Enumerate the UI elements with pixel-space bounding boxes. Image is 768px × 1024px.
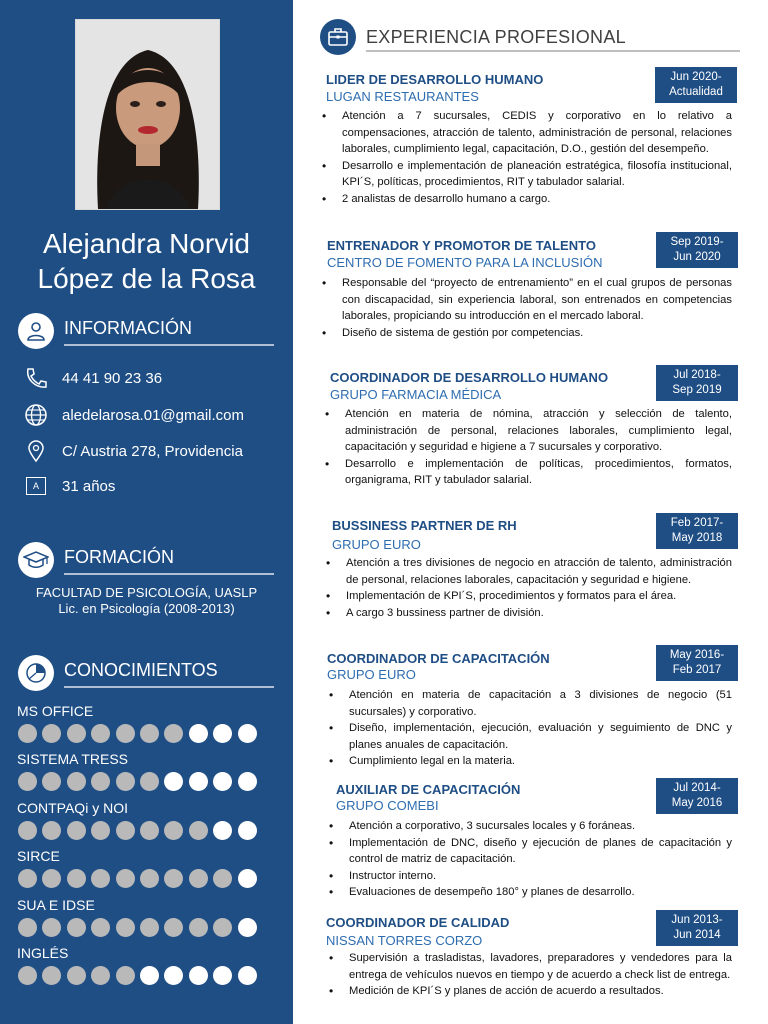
- rating-dot-filled: [164, 724, 183, 743]
- rating-dot-empty: [164, 966, 183, 985]
- rating-dot-filled: [140, 918, 159, 937]
- job-title: COORDINADOR DE CALIDAD: [326, 915, 510, 930]
- rating-dot-empty: [189, 966, 208, 985]
- job-title: COORDINADOR DE DESARROLLO HUMANO: [330, 370, 609, 385]
- skills-section-header: [18, 655, 274, 691]
- rating-dot-filled: [18, 966, 37, 985]
- rating-dot-filled: [91, 966, 110, 985]
- job-title: COORDINADOR DE CAPACITACIÓN: [327, 651, 550, 666]
- job-company: LUGAN RESTAURANTES: [326, 89, 479, 104]
- graduation-cap-icon: [18, 542, 54, 578]
- rating-dot-filled: [140, 869, 159, 888]
- job-date-start: Jul 2014-: [673, 782, 721, 794]
- rating-dot-filled: [91, 724, 110, 743]
- profile-photo: [75, 19, 220, 210]
- job-responsibilities: [325, 818, 732, 901]
- info-title: INFORMACIÓN: [64, 318, 192, 338]
- job-responsibilities: [318, 108, 732, 207]
- skill-name: INGLÉS: [17, 945, 69, 961]
- rating-dot-filled: [213, 869, 232, 888]
- rating-dot-empty: [189, 772, 208, 791]
- skill-rating: [18, 772, 257, 791]
- user-icon: [18, 313, 54, 349]
- rating-dot-filled: [189, 869, 208, 888]
- rating-dot-empty: [213, 821, 232, 840]
- job-company: GRUPO EURO: [332, 537, 421, 552]
- rating-dot-filled: [91, 821, 110, 840]
- responsibility-item: • Medición de KPI´S y planes de acción de acuerdo a resultados.: [325, 983, 732, 1000]
- info-section-header: [18, 313, 274, 349]
- email-address[interactable]: aledelarosa.01@gmail.com: [62, 406, 244, 424]
- divider: [366, 50, 740, 52]
- job-date-badge: [656, 778, 738, 814]
- rating-dot-empty: [140, 966, 159, 985]
- job-date-badge: [656, 232, 738, 268]
- job-company: GRUPO COMEBI: [336, 798, 439, 813]
- responsibility-item: • Diseño, implementación, ejecución, evaluación y seguimiento de DNC y planes anuales de capacitación.: [325, 720, 732, 753]
- first-name: Alejandra Norvid: [43, 228, 250, 259]
- job-date-start: May 2016-: [669, 649, 725, 661]
- rating-dot-empty: [213, 772, 232, 791]
- rating-dot-filled: [67, 966, 86, 985]
- rating-dot-filled: [189, 918, 208, 937]
- skill-name: SISTEMA TRESS: [17, 751, 128, 767]
- job-date-end: Jun 2020: [673, 251, 721, 263]
- responsibility-item: • Implementación de DNC, diseño y ejecución de planes de capacitación y control de matriz de capacitación.: [325, 835, 732, 868]
- job-date-badge: [656, 513, 738, 549]
- responsibility-item: • Atención a 7 sucursales, CEDIS y corporativo en lo relativo a compensaciones, atracción de talento, administración de personal, relaciones laborales, cumplimiento legal, capacitación, D.O., gestión del desempeño.: [318, 108, 732, 158]
- job-responsibilities: [322, 555, 732, 621]
- rating-dot-empty: [238, 724, 257, 743]
- rating-dot-filled: [140, 821, 159, 840]
- education-title: FORMACIÓN: [64, 547, 174, 567]
- job-responsibilities: [321, 406, 732, 489]
- phone-number[interactable]: 44 41 90 23 36: [62, 369, 163, 387]
- job-date-end: Actualidad: [669, 86, 723, 98]
- skills-title: CONOCIMIENTOS: [64, 660, 218, 680]
- responsibility-item: • Desarrollo e implementación de políticas, procedimientos, formatos, organigrama, RIT y tabulador salarial.: [321, 456, 732, 489]
- rating-dot-filled: [116, 724, 135, 743]
- responsibility-item: • Evaluaciones de desempeño 180° y planes de desarrollo.: [325, 884, 732, 901]
- education-school: FACULTAD DE PSICOLOGÍA, UASLP: [35, 585, 258, 600]
- responsibility-item: • A cargo 3 bussiness partner de división.: [322, 605, 732, 622]
- job-date-end: Jun 2014: [673, 929, 721, 941]
- job-company: GRUPO FARMACIA MÉDICA: [330, 387, 502, 402]
- responsibility-item: • Cumplimiento legal en la materia.: [325, 753, 732, 770]
- job-title: ENTRENADOR Y PROMOTOR DE TALENTO: [327, 238, 596, 253]
- rating-dot-filled: [91, 918, 110, 937]
- rating-dot-filled: [164, 918, 183, 937]
- last-name: López de la Rosa: [37, 263, 256, 294]
- job-date-end: Feb 2017: [672, 664, 722, 676]
- responsibility-item: • Instructor interno.: [325, 868, 732, 885]
- responsibility-item: • Diseño de sistema de gestión por competencias.: [318, 325, 732, 342]
- rating-dot-filled: [42, 918, 61, 937]
- rating-dot-filled: [91, 869, 110, 888]
- job-responsibilities: [318, 275, 732, 341]
- job-date-start: Jun 2020-: [670, 71, 722, 83]
- rating-dot-empty: [213, 966, 232, 985]
- rating-dot-empty: [238, 772, 257, 791]
- divider: [64, 686, 274, 688]
- responsibility-item: • Supervisión a trasladistas, lavadores, preparadores y vendedores para la entrega de vehículos nuevos en tiempo y de acuerdo a check list de entrega.: [325, 950, 732, 983]
- email-row: [22, 403, 244, 427]
- rating-dot-empty: [238, 821, 257, 840]
- skill-name: SUA E IDSE: [17, 897, 95, 913]
- job-date-end: May 2016: [671, 797, 723, 809]
- rating-dot-filled: [42, 869, 61, 888]
- job-date-start: Jun 2013-: [671, 914, 723, 926]
- job-responsibilities: [325, 950, 732, 1000]
- rating-dot-empty: [238, 918, 257, 937]
- age-row: [22, 474, 115, 498]
- rating-dot-empty: [213, 724, 232, 743]
- rating-dot-filled: [67, 821, 86, 840]
- education-block: [0, 585, 293, 617]
- responsibility-item: • Responsable del “proyecto de entrenamiento” en el cual grupos de personas con discapacidad, sin experiencia laboral, son entrenados en competencias laborales, propiciando su introducción en el mercado laboral.: [318, 275, 732, 325]
- rating-dot-filled: [67, 772, 86, 791]
- rating-dot-filled: [116, 772, 135, 791]
- rating-dot-filled: [18, 772, 37, 791]
- rating-dot-filled: [18, 724, 37, 743]
- rating-dot-filled: [116, 821, 135, 840]
- job-date-start: Jul 2018-: [673, 369, 721, 381]
- education-degree: Lic. en Psicología (2008-2013): [58, 601, 235, 616]
- job-date-start: Feb 2017-: [670, 517, 724, 529]
- skill-name: CONTPAQi y NOI: [17, 800, 128, 816]
- skill-rating: [18, 724, 257, 743]
- responsibility-item: • Desarrollo e implementación de planeación estratégica, filosofía institucional, KPI´S, políticas, procedimientos, RIT y tabulador salarial.: [318, 158, 732, 191]
- skill-rating: [18, 821, 257, 840]
- age-icon: A: [22, 474, 50, 498]
- rating-dot-filled: [140, 772, 159, 791]
- address: C/ Austria 278, Providencia: [62, 442, 243, 460]
- divider: [64, 573, 274, 575]
- rating-dot-filled: [91, 772, 110, 791]
- rating-dot-empty: [238, 966, 257, 985]
- rating-dot-filled: [18, 918, 37, 937]
- job-date-end: Sep 2019: [672, 384, 722, 396]
- age: 31 años: [62, 477, 116, 495]
- pie-chart-icon: [18, 655, 54, 691]
- rating-dot-empty: [189, 724, 208, 743]
- experience-title: EXPERIENCIA PROFESIONAL: [366, 27, 626, 47]
- rating-dot-filled: [18, 821, 37, 840]
- skill-name: MS OFFICE: [17, 703, 94, 719]
- responsibility-item: • Implementación de KPI´S, procedimientos y formatos para el área.: [322, 588, 732, 605]
- job-company: CENTRO DE FOMENTO PARA LA INCLUSIÓN: [327, 255, 603, 270]
- skill-rating: [18, 918, 257, 937]
- rating-dot-empty: [238, 869, 257, 888]
- job-company: NISSAN TORRES CORZO: [326, 933, 483, 948]
- globe-icon: [22, 403, 50, 427]
- rating-dot-filled: [116, 869, 135, 888]
- rating-dot-filled: [67, 724, 86, 743]
- job-title: AUXILIAR DE CAPACITACIÓN: [336, 782, 521, 797]
- skill-rating: [18, 869, 257, 888]
- responsibility-item: • 2 analistas de desarrollo humano a cargo.: [318, 191, 732, 208]
- rating-dot-filled: [116, 918, 135, 937]
- phone-icon: [22, 366, 50, 390]
- rating-dot-filled: [42, 724, 61, 743]
- job-responsibilities: [325, 687, 732, 770]
- job-date-badge: [655, 67, 737, 103]
- rating-dot-filled: [42, 821, 61, 840]
- job-date-badge: [656, 910, 738, 946]
- address-row: [22, 439, 243, 463]
- responsibility-item: • Atención en materia de nómina, atracción y selección de talento, administración de personal, relaciones laborales, cumplimiento legal, capacitación y seguridad e higiene a 7 sucursales y corporativo.: [321, 406, 732, 456]
- rating-dot-filled: [164, 869, 183, 888]
- rating-dot-filled: [189, 821, 208, 840]
- job-date-end: May 2018: [671, 532, 723, 544]
- education-section-header: [18, 542, 274, 578]
- rating-dot-filled: [67, 918, 86, 937]
- rating-dot-filled: [18, 869, 37, 888]
- rating-dot-filled: [213, 918, 232, 937]
- rating-dot-filled: [164, 821, 183, 840]
- rating-dot-empty: [164, 772, 183, 791]
- phone-row: [22, 366, 162, 390]
- skill-rating: [18, 966, 257, 985]
- sidebar: [0, 0, 293, 1024]
- skill-name: SIRCE: [17, 848, 60, 864]
- location-pin-icon: [22, 439, 50, 463]
- briefcase-icon: [320, 19, 356, 55]
- responsibility-item: • Atención en materia de capacitación a 3 divisiones de negocio (51 sucursales) y corporativo.: [325, 687, 732, 720]
- rating-dot-filled: [42, 966, 61, 985]
- rating-dot-filled: [42, 772, 61, 791]
- job-date-start: Sep 2019-: [670, 236, 724, 248]
- job-company: GRUPO EURO: [327, 667, 416, 682]
- divider: [64, 344, 274, 346]
- job-date-badge: [656, 365, 738, 401]
- rating-dot-filled: [116, 966, 135, 985]
- rating-dot-filled: [67, 869, 86, 888]
- responsibility-item: • Atención a corporativo, 3 sucursales locales y 6 foráneas.: [325, 818, 732, 835]
- job-title: BUSSINESS PARTNER DE RH: [332, 518, 517, 533]
- responsibility-item: • Atención a tres divisiones de negocio en atracción de talento, administración de personal, relaciones laborales, capacitación y seguridad e higiene.: [322, 555, 732, 588]
- rating-dot-filled: [140, 724, 159, 743]
- job-date-badge: [656, 645, 738, 681]
- job-title: LIDER DE DESARROLLO HUMANO: [326, 72, 544, 87]
